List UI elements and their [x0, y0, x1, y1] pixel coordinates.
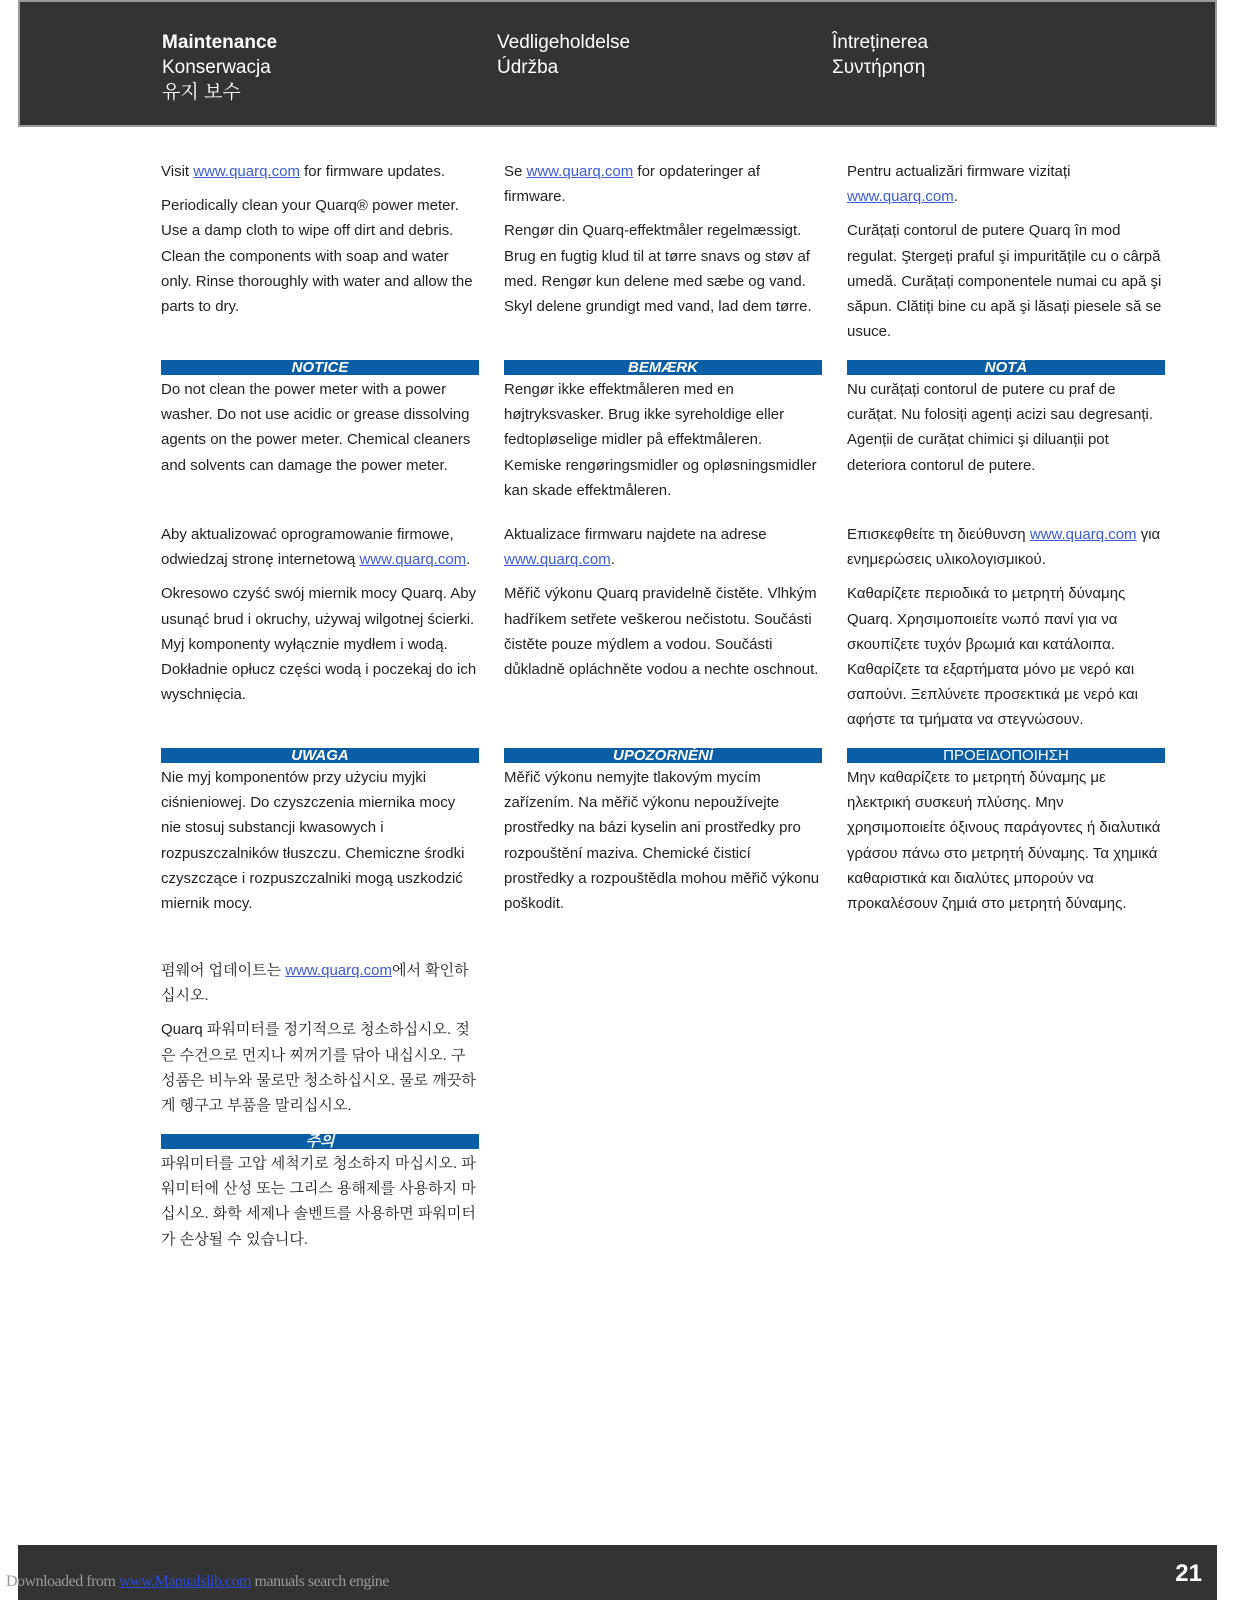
notice-label: UWAGA — [161, 748, 479, 763]
header-title-da: Vedligeholdelse — [497, 32, 631, 53]
firmware-paragraph: Pentru actualizări firmware vizitați www.quarq.com. — [847, 163, 1071, 206]
notice-text: Měřič výkonu nemyjte tlakovým mycím zařízením. Na měřič výkonu nepoužívejte prostředky na bázi kyselin ani prostředky pro rozpouštění maziva. Chemické čisticí prostředky a rozpouštědla mohou měřič výkonu poškodit. — [504, 769, 820, 913]
header-title-pl: Konserwacja — [162, 57, 271, 78]
notice-text: Nie myj komponentów przy użyciu myjki ciśnieniowej. Do czyszczenia miernika mocy nie stosuj substancji kwasowych i rozpuszczalników tłuszczu. Chemiczne środki czyszczące i rozpuszczalniki mogą uszkodzić miernik mocy. — [161, 769, 465, 913]
quarq-link[interactable]: www.quarq.com — [193, 163, 300, 180]
notice-label: BEMÆRK — [504, 360, 822, 375]
firmware-paragraph: Aby aktualizować oprogramowanie firmowe, odwiedzaj stronę internetową www.quarq.com. — [161, 526, 471, 569]
header-title-el: Συντήρηση — [832, 57, 926, 78]
cleaning-paragraph: Měřič výkonu Quarq pravidelně čistěte. Vlhkým hadříkem setřete veškerou nečistotu. Součásti čistěte pouze mýdlem a vodou. Součásti důkladně opláchněte vodou a nechte oschnout. — [504, 585, 819, 679]
cleaning-paragraph: Periodically clean your Quarq® power meter. Use a damp cloth to wipe off dirt and debris. Clean the components with soap and water only. Rinse thoroughly with water and allow the parts to dry. — [161, 197, 473, 316]
header-column-3 — [832, 30, 928, 80]
firmware-paragraph: Visit www.quarq.com for firmware updates. — [161, 163, 446, 180]
quarq-link[interactable]: www.quarq.com — [504, 551, 611, 569]
notice-text: Do not clean the power meter with a power washer. Do not use acidic or grease dissolving agents on the power meter. Chemical cleaners and solvents can damage the power meter. — [161, 381, 471, 474]
firmware-paragraph: Επισκεφθείτε τη διεύθυνση www.quarq.com για ενημερώσεις υλικολογισμικού. — [847, 526, 1161, 569]
notice-label: UPOZORNĚNÍ — [504, 748, 822, 763]
quarq-link[interactable]: www.quarq.com — [847, 188, 954, 206]
notice-label: ΠΡΟΕΙΔΟΠΟΙΗΣΗ — [847, 748, 1165, 763]
section-da — [504, 159, 822, 499]
notice-text: Μην καθαρίζετε το μετρητή δύναμης με ηλεκτρική συσκευή πλύσης. Μην χρησιμοποιείτε όξινους παράγοντες ή διαλυτικά γράσου πάνω στο μετρητή δύναμης. Τα χημικά καθαριστικά και διαλύτες μπορούν να προκαλέσουν ζημιά στο μετρητή δύναμης. — [847, 769, 1161, 913]
header-title-ro: Întreținerea — [832, 32, 929, 53]
header-column-1 — [162, 30, 277, 105]
header-title-cs: Údržba — [497, 57, 559, 78]
header-column-2 — [497, 30, 630, 80]
notice-text: Nu curățați contorul de putere cu praf de curățat. Nu folosiți agenți acizi sau degresanți. Agenții de curățat chimici şi diluanții pot deteriora contorul de putere. — [847, 381, 1153, 474]
notice-text: Rengør ikke effektmåleren med en højtryksvasker. Brug ikke syreholdige eller fedtopløselige midler på effektmåleren. Kemiske rengøringsmidler og opløsningsmidler kan skade effektmåleren. — [504, 381, 817, 499]
cleaning-paragraph: Rengør din Quarq-effektmåler regelmæssigt. Brug en fugtig klud til at tørre snavs og støv af med. Rengør kun delene med sæbe og vand. Skyl delene grundigt med vand, lad dem tørre. — [504, 222, 812, 316]
section-ro — [847, 159, 1165, 474]
manualslib-link[interactable]: www.Manualslib.com — [118, 1573, 252, 1590]
cleaning-paragraph: Quarq 파워미터를 정기적으로 청소하십시오. 젖은 수건으로 먼지나 찌꺼기를 닦아 내십시오. 구성품은 비누와 물로만 청소하십시오. 물로 깨끗하게 헹구고 부품을 말리십시오. — [161, 1021, 476, 1115]
download-notice: Downloaded from www.Manualslib.com manuals search engine — [6, 1573, 389, 1590]
quarq-link[interactable]: www.quarq.com — [359, 551, 467, 569]
header-band — [18, 0, 1217, 127]
header-title-ko: 유지 보수 — [162, 82, 241, 103]
cleaning-paragraph: Καθαρίζετε περιοδικά το μετρητή δύναμης Quarq. Χρησιμοποιείτε νωπό πανί για να σκουπίζετε τυχόν βρωμιά και κατάλοιπα. Καθαρίζετε τα εξαρτήματα μόνο με νερό και σαπούνι. Ξεπλύνετε προσεκτικά με νερό και αφήστε τα τμήματα να στεγνώσουν. — [847, 585, 1139, 729]
section-pl — [161, 522, 479, 913]
notice-label: NOTICE — [161, 360, 479, 375]
section-cs — [504, 522, 822, 913]
firmware-paragraph: 펌웨어 업데이트는 www.quarq.com에서 확인하십시오. — [161, 962, 469, 1005]
cleaning-paragraph: Okresowo czyść swój miernik mocy Quarq. Aby usunąć brud i okruchy, używaj wilgotnej ścierki. Myj komponenty wyłącznie mydłem i wodą. Dokładnie opłucz części wodą i poczekaj do ich wyschnięcia. — [161, 585, 477, 704]
notice-label: 주의 — [161, 1134, 479, 1149]
quarq-link[interactable]: www.quarq.com — [1029, 526, 1137, 543]
quarq-link[interactable]: www.quarq.com — [526, 163, 634, 180]
quarq-link[interactable]: www.quarq.com — [285, 962, 392, 979]
notice-text: 파워미터를 고압 세척기로 청소하지 마십시오. 파워미터에 산성 또는 그리스 용해제를 사용하지 마십시오. 화학 세제나 솔벤트를 사용하면 파워미터가 손상될 수 있습니다. — [161, 1155, 476, 1248]
firmware-paragraph: Aktualizace firmwaru najdete na adrese www.quarq.com. — [504, 526, 767, 569]
notice-label: NOTĂ — [847, 360, 1165, 375]
firmware-paragraph: Se www.quarq.com for opdateringer af firmware. — [504, 163, 760, 206]
section-ko — [161, 958, 479, 1248]
header-title-en: Maintenance — [162, 32, 278, 53]
section-en — [161, 159, 479, 474]
page-number: 21 — [1175, 1560, 1202, 1587]
cleaning-paragraph: Curățați contorul de putere Quarq în mod regulat. Ştergeți praful şi impuritățile cu o cârpă umedă. Curățați componentele numai cu apă şi săpun. Clătiți bine cu apă şi lăsați piesele să se usuce. — [847, 222, 1162, 341]
section-el — [847, 522, 1165, 913]
